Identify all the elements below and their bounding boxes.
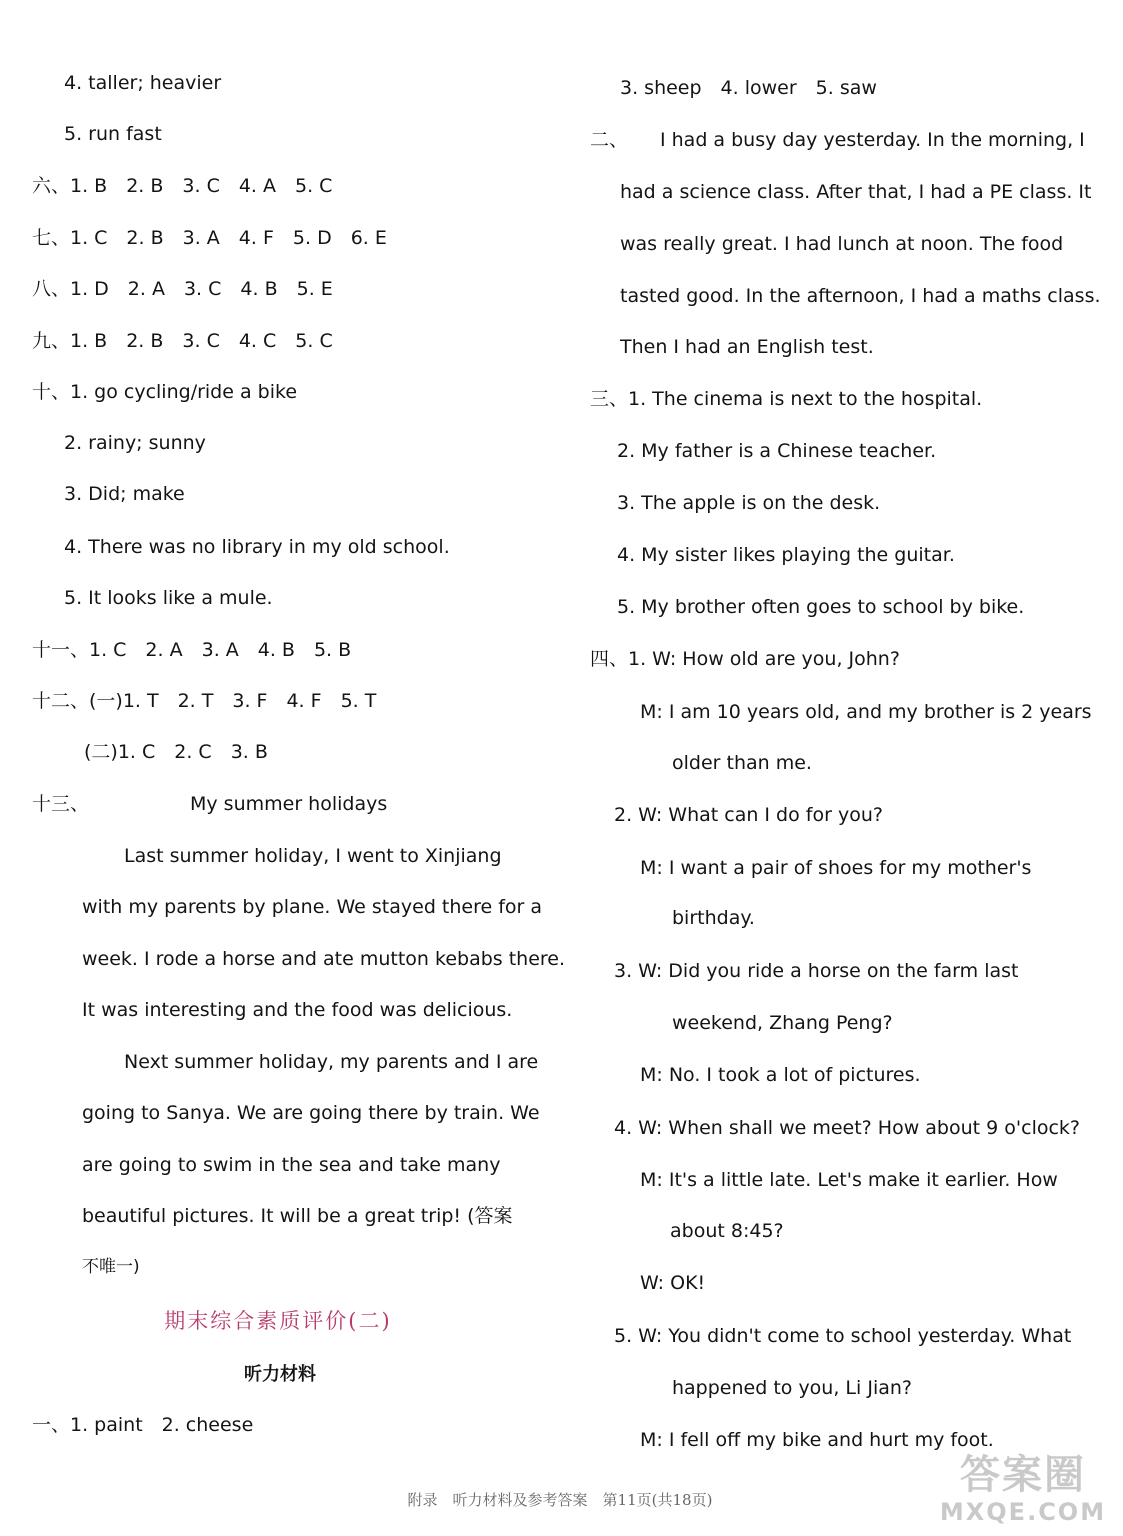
passage-line: I had a busy day yesterday. In the morning, I [660,129,1085,151]
answer-line: 十、1. go cycling/ride a bike [32,381,298,403]
essay-title: My summer holidays [190,793,388,815]
answer-line: 3. The apple is on the desk. [617,492,881,514]
essay-label: 十三、 [32,793,90,815]
answer-line: 3. sheep 4. lower 5. saw [620,77,877,99]
dialogue-line: happened to you, Li Jian? [672,1377,912,1399]
answer-line: (二)1. C 2. C 3. B [84,741,268,763]
passage-line: was really great. I had lunch at noon. The food [620,233,1064,255]
page-footer: 附录 听力材料及参考答案 第11页(共18页) [407,1491,713,1509]
dialogue-line: 四、1. W: How old are you, John? [590,648,900,670]
watermark-url: MXQE.COM [939,1498,1107,1526]
answer-line: 4. There was no library in my old school. [64,536,450,558]
dialogue-line: M: I want a pair of shoes for my mother's [640,857,1032,879]
answer-line: 六、1. B 2. B 3. C 4. A 5. C [32,175,333,197]
essay-line: It was interesting and the food was delicious. [82,999,513,1021]
answer-line: 2. My father is a Chinese teacher. [617,440,937,462]
essay-line: 不唯一) [82,1257,140,1277]
answer-line: 八、1. D 2. A 3. C 4. B 5. E [32,278,333,300]
answer-line: 十二、(一)1. T 2. T 3. F 4. F 5. T [32,690,377,712]
dialogue-line: W: OK! [640,1272,706,1294]
dialogue-line: 5. W: You didn't come to school yesterday. What [614,1325,1072,1347]
answer-line: 3. Did; make [64,483,185,505]
dialogue-line: about 8:45? [670,1220,784,1242]
watermark-logo [928,1452,1118,1532]
answer-line: 5. run fast [64,123,162,145]
dialogue-line: M: I fell off my bike and hurt my foot. [640,1429,994,1451]
passage-line: had a science class. After that, I had a PE class. It [620,181,1092,203]
watermark-text: 答案圈 [960,1452,1086,1498]
essay-line: going to Sanya. We are going there by train. We [82,1102,540,1124]
essay-line: Next summer holiday, my parents and I are [124,1051,539,1073]
answer-line: 三、1. The cinema is next to the hospital. [590,388,983,410]
dialogue-line: 4. W: When shall we meet? How about 9 o'clock? [614,1117,1081,1139]
dialogue-line: M: It's a little late. Let's make it earlier. How [640,1169,1058,1191]
answer-line: 2. rainy; sunny [64,432,206,454]
answer-line: 5. It looks like a mule. [64,587,273,609]
dialogue-line: 3. W: Did you ride a horse on the farm last [614,960,1019,982]
answer-line: 4. taller; heavier [64,72,222,94]
dialogue-line: M: No. I took a lot of pictures. [640,1064,921,1086]
answer-line: 4. My sister likes playing the guitar. [617,544,955,566]
dialogue-line: weekend, Zhang Peng? [672,1012,893,1034]
answer-line: 5. My brother often goes to school by bike. [617,596,1025,618]
essay-line: are going to swim in the sea and take many [82,1154,501,1176]
dialogue-line: birthday. [672,907,755,929]
dialogue-line: M: I am 10 years old, and my brother is 2 years [640,701,1092,723]
dialogue-line: 2. W: What can I do for you? [614,804,883,826]
answer-line: 九、1. B 2. B 3. C 4. C 5. C [32,330,333,352]
essay-line: week. I rode a horse and ate mutton kebabs there. [82,948,566,970]
answer-line: 七、1. C 2. B 3. A 4. F 5. D 6. E [32,227,387,249]
answer-line: 一、1. paint 2. cheese [32,1414,254,1436]
section-label: 二、 [590,129,629,151]
essay-line: with my parents by plane. We stayed there for a [82,896,543,918]
essay-line: beautiful pictures. It will be a great trip! (答案 [82,1205,513,1227]
dialogue-line: older than me. [672,752,812,774]
essay-line: Last summer holiday, I went to Xinjiang [124,845,502,867]
section-title: 期末综合素质评价(二) [164,1309,392,1333]
passage-line: tasted good. In the afternoon, I had a maths class. [620,285,1101,307]
passage-line: Then I had an English test. [620,336,874,358]
listening-material-title: 听力材料 [244,1364,316,1385]
answer-line: 十一、1. C 2. A 3. A 4. B 5. B [32,639,352,661]
